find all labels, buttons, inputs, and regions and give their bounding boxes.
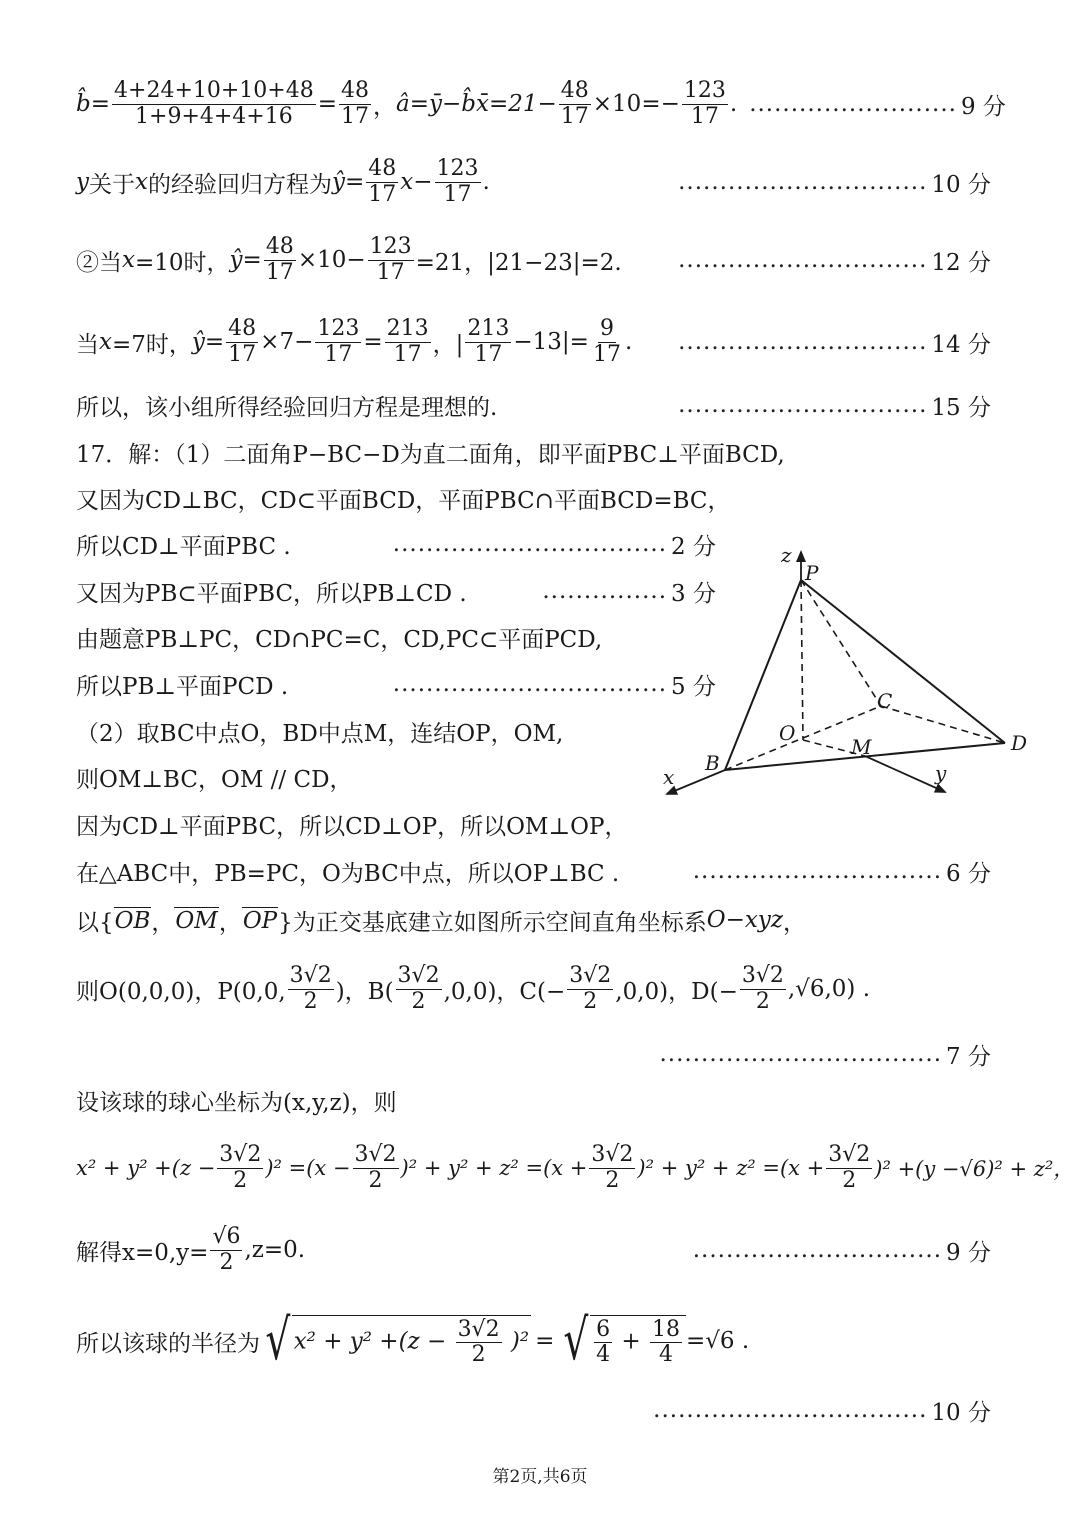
var-x: x (400, 169, 414, 195)
radical-sign: √ (563, 1308, 589, 1373)
fraction (826, 1143, 872, 1192)
points: 15 分 (931, 394, 991, 421)
score-mark (647, 1038, 991, 1071)
text: =√6 . (685, 1328, 750, 1354)
leader-dots: ................................. (392, 531, 668, 557)
label-p: P (805, 561, 819, 585)
text: 当 (76, 331, 99, 358)
leader-dots: .................................. (659, 1041, 943, 1067)
fraction (315, 317, 361, 366)
text: 在△ABC中，PB=PC，O为BC中点，所以OP⊥BC . (76, 860, 620, 887)
equals: = (90, 91, 111, 117)
label-b: B (705, 751, 720, 775)
fraction (288, 964, 334, 1013)
frac-den: 17 (324, 341, 353, 367)
fraction (264, 235, 296, 284)
radicand (590, 1315, 686, 1367)
fraction (589, 1143, 635, 1192)
points: 6 分 (946, 860, 991, 887)
page-footer: 第2页,共6页 (492, 1467, 588, 1487)
text: 解得x=0,y= (76, 1239, 209, 1266)
leader-dots: ................................. (392, 671, 668, 697)
points: 10 分 (931, 171, 991, 198)
score-mark (737, 88, 1006, 121)
text: −13|= (513, 329, 589, 355)
frac-den: 17 (690, 103, 719, 129)
frac-num: 213 (467, 316, 510, 342)
frac-den: 2 (411, 988, 426, 1014)
label-z: z (781, 543, 792, 567)
frac-num: 3√2 (591, 1142, 634, 1168)
frac-den: 17 (474, 341, 503, 367)
points: 2 分 (671, 533, 716, 560)
frac-num: 123 (369, 234, 412, 260)
text: 所以CD⊥平面PBC . (76, 533, 291, 560)
frac-num: 3√2 (289, 963, 332, 989)
leader-dots: ................................. (653, 1397, 928, 1423)
frac-num: 48 (341, 78, 370, 104)
text: 的经验回归方程为 (147, 171, 332, 198)
equals: = (363, 329, 383, 355)
equals: = (204, 329, 225, 355)
fraction (682, 79, 728, 128)
score-mark (681, 1234, 991, 1267)
leader-dots: .............................. (678, 329, 928, 355)
score-mark (666, 326, 991, 359)
text: 则OM⊥BC，OM // CD， (76, 766, 353, 793)
period: . (624, 329, 633, 355)
coordinates-line (76, 961, 991, 1017)
var-x: x (99, 329, 112, 355)
score-line (76, 1382, 991, 1438)
text: 所以，该小组所得经验回归方程是理想的. (76, 394, 498, 421)
fraction (650, 1318, 682, 1367)
text: 又因为CD⊥BC，CD⊂平面BCD，平面PBC∩平面BCD=BC， (76, 487, 731, 514)
solution-line (76, 1222, 991, 1278)
frac-den: 2 (842, 1167, 857, 1193)
comma: ， (783, 909, 807, 936)
var-x: x (122, 247, 135, 273)
square-root (558, 1308, 686, 1373)
points: 5 分 (671, 673, 716, 700)
label-o: O (779, 721, 796, 745)
regression-equation-line (76, 154, 991, 210)
frac-den: 17 (265, 259, 294, 285)
leader-dots: ......................... (749, 91, 957, 117)
text: ×10− (297, 247, 366, 273)
b-hat: b̂ (76, 91, 91, 117)
text: ,0,0)，C(− (443, 978, 566, 1005)
fraction (353, 1143, 399, 1192)
text: ，| (432, 331, 464, 358)
label-d: D (1011, 731, 1028, 755)
y-axis (865, 756, 945, 792)
frac-den: 17 (560, 103, 589, 129)
score-mark (666, 166, 991, 199)
edge-pd (801, 580, 1005, 743)
frac-den: 17 (341, 103, 370, 129)
points: 9 分 (946, 1239, 991, 1266)
frac-den: 2 (605, 1167, 620, 1193)
pyramid-coordinate-diagram (655, 540, 1040, 810)
leader-dots: .............................. (692, 858, 943, 884)
text: =21，|21−23|=2. (415, 249, 622, 276)
fraction (339, 79, 371, 128)
frac-num: 3√2 (741, 963, 784, 989)
text: ,z=0. (244, 1237, 306, 1263)
score-mark (681, 855, 991, 888)
leader-dots: .............................. (692, 1237, 943, 1263)
frac-den: 2 (368, 1167, 383, 1193)
basis-line (76, 892, 991, 948)
fraction (591, 317, 623, 366)
frac-num: 3√2 (828, 1142, 871, 1168)
text: ②当 (76, 249, 122, 276)
y-hat: ŷ (331, 169, 345, 195)
fraction (435, 157, 481, 206)
text: 因为CD⊥平面PBC，所以CD⊥OP，所以OM⊥OP， (76, 813, 628, 840)
radical-sign: √ (265, 1308, 291, 1373)
equals: = (242, 247, 262, 273)
frac-den: 2 (755, 988, 770, 1014)
vector-op: OP (242, 907, 278, 934)
score-mark (666, 244, 991, 277)
a-expression: =ȳ−b̂x̄=21− (409, 91, 557, 117)
text: ,√6,0) . (787, 976, 870, 1002)
frac-den: 17 (228, 341, 257, 367)
vector-om: OM (175, 907, 218, 934)
frac-num: 123 (683, 78, 726, 104)
frac-num: 3√2 (354, 1142, 397, 1168)
var-x: x (135, 169, 148, 195)
frac-num: 48 (368, 156, 397, 182)
period: . (482, 169, 490, 195)
text: 所以该球的半径为 (76, 1330, 260, 1357)
radicand (292, 1315, 531, 1367)
text: ,0,0)，D(− (615, 978, 738, 1005)
fraction (559, 79, 591, 128)
fraction (740, 964, 786, 1013)
fraction (465, 317, 511, 366)
frac-num: 48 (265, 234, 294, 260)
frac-num: √6 (212, 1224, 241, 1250)
check-x7-line (76, 314, 991, 370)
frac-den: 17 (592, 341, 621, 367)
fraction (366, 157, 398, 206)
frac-num: 9 (599, 316, 614, 342)
comma: ， (218, 909, 242, 936)
frac-num: 3√2 (457, 1316, 500, 1342)
edge-pc (801, 580, 881, 706)
expr: x² + y² +(z − (76, 1156, 216, 1180)
regression-coefficients-line (76, 76, 1006, 132)
frac-den: 2 (219, 1249, 234, 1275)
label-y: y (935, 761, 947, 785)
score-mark (666, 389, 991, 422)
leader-dots: .............................. (678, 169, 928, 195)
text: ×7− (260, 329, 314, 355)
text: 则O(0,0,0)，P(0,0, (76, 978, 286, 1005)
period: . (729, 91, 738, 117)
proof-line (76, 843, 991, 899)
points: 7 分 (946, 1043, 991, 1070)
times-ten: ×10=− (592, 91, 680, 117)
points: 10 分 (931, 1399, 991, 1426)
score-mark (641, 1394, 991, 1427)
text: }为正交基底建立如图所示空间直角坐标系 (278, 909, 707, 936)
frac-num: 123 (436, 156, 479, 182)
equals: = (344, 169, 365, 195)
frac-num: 3√2 (219, 1142, 262, 1168)
edge-cd (881, 706, 1005, 743)
text: 17．解：（1）二面角P−BC−D为直二面角，即平面PBC⊥平面BCD, (76, 441, 785, 468)
leader-dots: .............................. (678, 392, 928, 418)
edge-po (801, 580, 803, 740)
fraction (210, 1225, 242, 1274)
fraction (226, 317, 258, 366)
frac-den: 17 (368, 181, 397, 207)
y-hat: ŷ (191, 329, 205, 355)
fraction (396, 964, 442, 1013)
label-c: C (877, 689, 893, 713)
frac-den: 4 (658, 1342, 673, 1367)
frac-num: 18 (651, 1316, 680, 1342)
text: =10时， (134, 249, 230, 276)
frac-den: 1+9+4+4+16 (135, 103, 293, 129)
text: =7时， (111, 331, 192, 358)
comma: ， (151, 909, 175, 936)
leader-dots: .............................. (678, 247, 928, 273)
text: 又因为PB⊂平面PBC，所以PB⊥CD . (76, 580, 467, 607)
square-root (260, 1308, 531, 1373)
fraction (567, 964, 613, 1013)
frac-num: 3√2 (569, 963, 612, 989)
check-x10-line (76, 232, 991, 288)
expr: )² + y² + z² =(x + (637, 1156, 825, 1180)
points: 9 分 (960, 93, 1006, 120)
comma: ， (373, 93, 397, 120)
frac-num: 123 (317, 316, 360, 342)
frac-num: 3√2 (397, 963, 440, 989)
expr: )² (510, 1328, 530, 1355)
text: 关于 (89, 171, 135, 198)
frac-num: 213 (386, 316, 429, 342)
points: 14 分 (931, 331, 991, 358)
expr: )² +(y −√6)² + z²， (874, 1157, 1075, 1181)
label-m: M (851, 735, 872, 759)
fraction (385, 317, 431, 366)
a-hat: â (396, 91, 410, 117)
label-x: x (663, 765, 675, 789)
coordinate-system: O−xyz (706, 907, 784, 933)
frac-den: 2 (233, 1167, 248, 1193)
plus: + (621, 1328, 641, 1355)
equals: = (317, 91, 338, 117)
leader-dots: ............... (542, 578, 668, 604)
frac-den: 17 (443, 181, 472, 207)
text: 所以PB⊥平面PCD . (76, 673, 289, 700)
frac-den: 4 (596, 1342, 611, 1367)
fraction (594, 1318, 612, 1367)
frac-den: 17 (376, 259, 405, 285)
fraction (456, 1318, 502, 1367)
points: 3 分 (671, 580, 716, 607)
radius-line (76, 1308, 991, 1374)
frac-num: 48 (560, 78, 589, 104)
frac-den: 2 (583, 988, 598, 1014)
frac-num: 4+24+10+10+48 (114, 78, 314, 104)
text: 以{ (76, 909, 114, 936)
text: )，B( (335, 978, 394, 1005)
expr: x² + y² +(z − (293, 1328, 447, 1355)
frac-den: 17 (393, 341, 422, 367)
expr: )² + y² + z² =(x + (400, 1156, 588, 1180)
frac-num: 48 (228, 316, 257, 342)
text: 由题意PB⊥PC，CD∩PC=C，CD,PC⊂平面PCD, (76, 626, 603, 653)
expr: )² =(x − (265, 1156, 351, 1180)
frac-num: 6 (596, 1316, 611, 1342)
text: （2）取BC中点O，BD中点M，连结OP，OM, (76, 720, 564, 747)
minus: − (413, 169, 433, 195)
points: 12 分 (931, 249, 991, 276)
fraction (217, 1143, 263, 1192)
frac-den: 2 (303, 988, 318, 1014)
vector-ob: OB (114, 907, 151, 934)
fraction (368, 235, 414, 284)
b-fraction (112, 79, 316, 128)
y-hat: ŷ (229, 247, 243, 273)
equals: = (535, 1328, 555, 1354)
var-y: y (76, 169, 89, 195)
sphere-equation-line (76, 1140, 1075, 1196)
text: 设该球的球心坐标为(x,y,z)，则 (76, 1089, 397, 1116)
frac-den: 2 (471, 1342, 486, 1367)
sphere-center-line (76, 1072, 991, 1128)
